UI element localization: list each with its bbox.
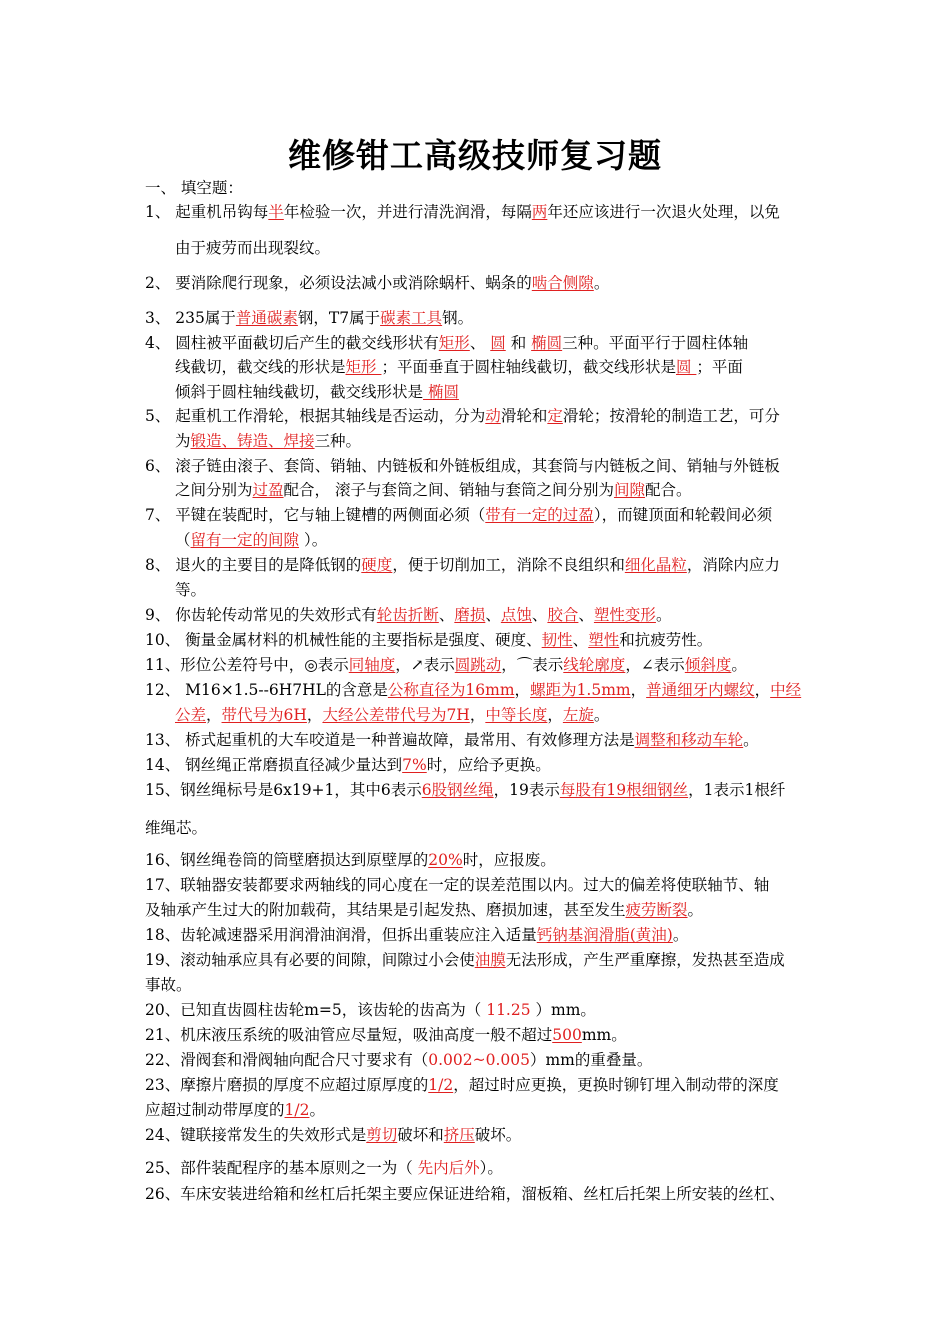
question-text: 12、 M16×1.5--6H7HL的含意是	[145, 681, 388, 699]
text-line	[145, 975, 192, 995]
text-line	[145, 950, 785, 970]
question-text: 16、钢丝绳卷筒的筒壁磨损达到原壁厚的	[145, 851, 429, 869]
text-line	[145, 1158, 503, 1178]
question-text: 配合， 滚子与套筒之间、销轴与套筒之间分别为	[283, 481, 614, 499]
question-text: 2、 要消除爬行现象，必须设法减小或消除蜗杆、蜗条的	[145, 274, 532, 292]
text-line	[145, 178, 243, 198]
question-text: 13、 桥式起重机的大车咬道是一种普遍故障，最常用、有效修理方法是	[145, 731, 635, 749]
question-text: 。	[687, 901, 704, 919]
question-text: 15、钢丝绳标号是6x19+1，其中6表示	[145, 781, 422, 799]
text-line	[145, 755, 551, 775]
answer-text: 半	[268, 203, 284, 221]
question-text: 及轴承产生过大的附加载荷，其结果是引起发热、磨损加速，甚至发生	[145, 901, 626, 919]
text-line	[145, 655, 747, 675]
answer-text: 点蚀	[500, 606, 532, 624]
text-line	[145, 900, 703, 920]
question-text: 19、滚动轴承应具有必要的间隙，间隙过小会使	[145, 951, 475, 969]
question-text: 23、摩擦片磨损的厚度不应超过原厚度的	[145, 1076, 429, 1094]
question-text: ，⌒表示	[501, 656, 564, 674]
question-text: 破坏和	[397, 1126, 444, 1144]
question-text: 。	[593, 706, 610, 724]
question-text: 11、形位公差符号中，◎表示	[145, 656, 349, 674]
answer-text: 1/2	[284, 1101, 310, 1119]
answer-text: 先内后外	[417, 1159, 480, 1177]
answer-text: 疲劳断裂	[625, 901, 688, 919]
text-line	[175, 357, 743, 377]
answer-text: 胶合	[547, 606, 579, 624]
question-text: 无法形成，产生严重摩擦，发热甚至造成	[505, 951, 785, 969]
answer-text: 韧性	[541, 631, 573, 649]
text-line	[175, 530, 327, 550]
question-text: ，	[630, 681, 647, 699]
answer-text: 剪切	[366, 1126, 398, 1144]
page-title: 维修钳工高级技师复习题	[288, 136, 662, 175]
question-text: ，↗表示	[395, 656, 455, 674]
question-text: 4、 圆柱被平面截切后产生的截交线形状有	[145, 334, 439, 352]
question-text: ）mm。	[530, 1001, 596, 1019]
question-text: ，	[514, 681, 531, 699]
question-text: 25、部件装配程序的基本原则之一为（	[145, 1159, 418, 1177]
question-text: 时，应给予更换。	[426, 756, 551, 774]
question-text: 事故。	[145, 976, 192, 994]
question-text: 一、 填空题：	[145, 179, 243, 197]
answer-text: 动	[485, 407, 501, 425]
question-text: ；平面	[696, 358, 743, 376]
answer-text: 中等长度	[485, 706, 548, 724]
question-text: ，	[206, 706, 222, 724]
question-text: 。	[743, 731, 759, 749]
question-text: ，便于切削加工，消除不良组织和	[392, 556, 625, 574]
answer-text: 500	[552, 1026, 582, 1044]
text-line	[145, 308, 473, 328]
text-line	[175, 431, 361, 451]
answer-text: 线轮廓度	[563, 656, 626, 674]
question-text: 时，应报废。	[462, 851, 556, 869]
answer-text: 大经公差带代号为7H	[322, 706, 470, 724]
answer-text: 锻造、铸造、焊接	[190, 432, 315, 450]
text-line	[175, 238, 330, 258]
question-text: （	[175, 531, 191, 549]
answer-text: 倾斜度	[684, 656, 732, 674]
question-text: ）。	[299, 531, 328, 549]
question-text: ，∠表示	[625, 656, 685, 674]
question-text: 26、车床安装进给箱和丝杠后托架主要应保证进给箱，溜板箱、丝杠后托架上所安装的丝杠、	[145, 1185, 785, 1203]
text-line	[145, 1000, 596, 1020]
question-text: 之间分别为	[175, 481, 253, 499]
text-line	[145, 730, 759, 750]
question-text: 滑轮和	[500, 407, 548, 425]
question-text: 21、机床液压系统的吸油管应尽量短，吸油高度一般不超过	[145, 1026, 553, 1044]
answer-text: 矩形	[345, 358, 382, 376]
answer-text: 带代号为6H	[221, 706, 307, 724]
answer-text: 塑性	[588, 631, 620, 649]
question-text: ；平面垂直于圆柱轴线截切，截交线形状是	[381, 358, 676, 376]
question-text: 三种。平面平行于圆柱体轴	[562, 334, 749, 352]
answer-text: 挤压	[443, 1126, 475, 1144]
text-line	[145, 333, 748, 353]
question-text: ，1表示1根纤	[688, 781, 786, 799]
answer-text: 6股钢丝绳	[421, 781, 494, 799]
answer-text: 硬度	[361, 556, 393, 574]
text-line	[145, 456, 780, 476]
question-text: 14、 钢丝绳正常磨损直径减少量达到	[145, 756, 403, 774]
question-text: 等。	[175, 581, 207, 599]
question-text: 8、 退火的主要目的是降低钢的	[145, 556, 362, 574]
answer-text: 公差	[175, 706, 207, 724]
text-line	[145, 1075, 779, 1095]
question-text: 应超过制动带厚度的	[145, 1101, 285, 1119]
question-text: 7、 平键在装配时，它与轴上键槽的两侧面必须（	[145, 506, 486, 524]
question-text: 。	[731, 656, 747, 674]
question-text: 。	[593, 274, 610, 292]
text-line	[175, 480, 692, 500]
answer-text: 定	[547, 407, 563, 425]
question-text: 18、齿轮减速器采用润滑油润滑，但拆出重装应注入适量	[145, 926, 537, 944]
answer-text: 每股有19根细钢丝	[559, 781, 689, 799]
question-text: ，	[306, 706, 323, 724]
question-text: 20、已知直齿圆柱齿轮m=5，该齿轮的齿高为（	[145, 1001, 487, 1019]
text-line	[145, 818, 207, 838]
answer-text: 钙钠基润滑脂(黄油)	[536, 926, 673, 944]
question-text: 1、 起重机吊钩每	[145, 203, 269, 221]
answer-text: 中经	[770, 681, 802, 699]
text-line	[145, 875, 769, 895]
question-text: 三种。	[314, 432, 362, 450]
text-line	[145, 850, 556, 870]
answer-text: 圆	[490, 334, 506, 352]
question-text: 为	[175, 432, 191, 450]
answer-text: 碳素工具	[380, 309, 443, 327]
text-line	[145, 925, 688, 945]
answer-text: 调整和移动车轮	[634, 731, 744, 749]
text-line	[145, 780, 785, 800]
text-line	[145, 1050, 652, 1070]
text-line	[145, 1025, 627, 1045]
question-text: 3、 235属于	[145, 309, 236, 327]
answer-text: 普通碳素	[235, 309, 298, 327]
question-text: 9、 你齿轮传动常见的失效形式有	[145, 606, 377, 624]
question-text: ，	[547, 706, 563, 724]
question-text: 、	[438, 606, 455, 624]
question-text: 、	[578, 606, 594, 624]
question-text: 。	[309, 1101, 325, 1119]
question-text: ）。	[479, 1159, 503, 1177]
question-text: 、	[469, 334, 491, 352]
text-line	[145, 680, 801, 700]
answer-text: 圆跳动	[454, 656, 502, 674]
answer-text: 带有一定的过盈	[485, 506, 594, 524]
text-line	[145, 1100, 325, 1120]
question-text: 滑轮；按滑轮的制造工艺，可分	[562, 407, 780, 425]
answer-text: 圆	[675, 358, 697, 376]
answer-text: 普通细牙内螺纹	[646, 681, 755, 699]
question-text: ），而键顶面和轮毂间必须	[593, 506, 773, 524]
answer-text: 细化晶粒	[624, 556, 687, 574]
question-text: 维绳芯。	[145, 819, 208, 837]
text-line	[175, 580, 206, 600]
question-text: mm。	[581, 1026, 627, 1044]
question-text: 、	[531, 606, 548, 624]
answer-text: 过盈	[252, 481, 284, 499]
question-text: 17、联轴器安装都要求两轴线的同心度在一定的误差范围以内。过大的偏差将使联轴节、轴	[145, 876, 770, 894]
text-line	[145, 630, 712, 650]
text-line	[145, 605, 671, 625]
question-text: ，消除内应力	[686, 556, 780, 574]
answer-text: 椭圆	[423, 383, 459, 401]
answer-text: 0.002~0.005	[428, 1051, 530, 1069]
answer-text: 间隙	[613, 481, 645, 499]
answer-text: 11.25	[486, 1001, 531, 1019]
text-line	[145, 555, 780, 575]
question-text: 22、滑阀套和滑阀轴向配合尺寸要求有（	[145, 1051, 429, 1069]
question-text: 和	[505, 334, 532, 352]
answer-text: 两	[531, 203, 548, 221]
answer-text: 左旋	[562, 706, 594, 724]
answer-text: 油膜	[474, 951, 506, 969]
question-text: 10、 衡量金属材料的机械性能的主要指标是强度、硬度、	[145, 631, 542, 649]
question-text: 钢，T7属于	[297, 309, 381, 327]
question-text: 24、键联接常发生的失效形式是	[145, 1126, 367, 1144]
question-text: 年检验一次，并进行清洗润滑，每隔	[283, 203, 532, 221]
question-text: ，19表示	[493, 781, 560, 799]
question-text: 年还应该进行一次退火处理，以免	[547, 203, 780, 221]
question-text: ，	[754, 681, 771, 699]
text-line	[145, 273, 609, 293]
text-line	[175, 705, 609, 725]
question-text: ，	[469, 706, 486, 724]
answer-text: 椭圆	[531, 334, 563, 352]
answer-text: 20%	[428, 851, 463, 869]
answer-text: 1/2	[428, 1076, 454, 1094]
answer-text: 公称直径为16mm	[387, 681, 515, 699]
question-text: ）mm的重叠量。	[529, 1051, 653, 1069]
question-text: 、	[485, 606, 501, 624]
answer-text: 啮合侧隙	[531, 274, 594, 292]
question-text: 。	[672, 926, 689, 944]
answer-text: 磨损	[454, 606, 486, 624]
question-text: 6、 滚子链由滚子、套筒、销轴、内链板和外链板组成，其套筒与内链板之间、销轴与外链板	[145, 457, 780, 475]
answer-text: 塑性变形	[593, 606, 656, 624]
question-text: 。	[655, 606, 672, 624]
question-text: 配合。	[644, 481, 692, 499]
answer-text: 留有一定的间隙	[190, 531, 300, 549]
question-text: 倾斜于圆柱轴线截切，截交线形状是	[175, 383, 424, 401]
answer-text: 7%	[402, 756, 427, 774]
answer-text: 轮齿折断	[376, 606, 439, 624]
text-line	[145, 406, 780, 426]
question-text: 5、 起重机工作滑轮，根据其轴线是否运动，分为	[145, 407, 486, 425]
question-text: 线截切，截交线的形状是	[175, 358, 346, 376]
answer-text: 同轴度	[348, 656, 396, 674]
question-text: ，超过时应更换，更换时铆钉埋入制动带的深度	[453, 1076, 779, 1094]
text-line	[175, 382, 459, 402]
text-line	[145, 505, 772, 525]
question-text: 破坏。	[474, 1126, 522, 1144]
text-line	[145, 202, 780, 222]
question-text: 、	[572, 631, 589, 649]
text-line	[145, 1125, 521, 1145]
question-text: 和抗疲劳性。	[619, 631, 713, 649]
question-text: 钢。	[442, 309, 474, 327]
answer-text: 矩形	[438, 334, 470, 352]
question-text: 由于疲劳而出现裂纹。	[175, 239, 331, 257]
text-line	[145, 1184, 785, 1204]
answer-text: 螺距为1.5mm	[530, 681, 631, 699]
